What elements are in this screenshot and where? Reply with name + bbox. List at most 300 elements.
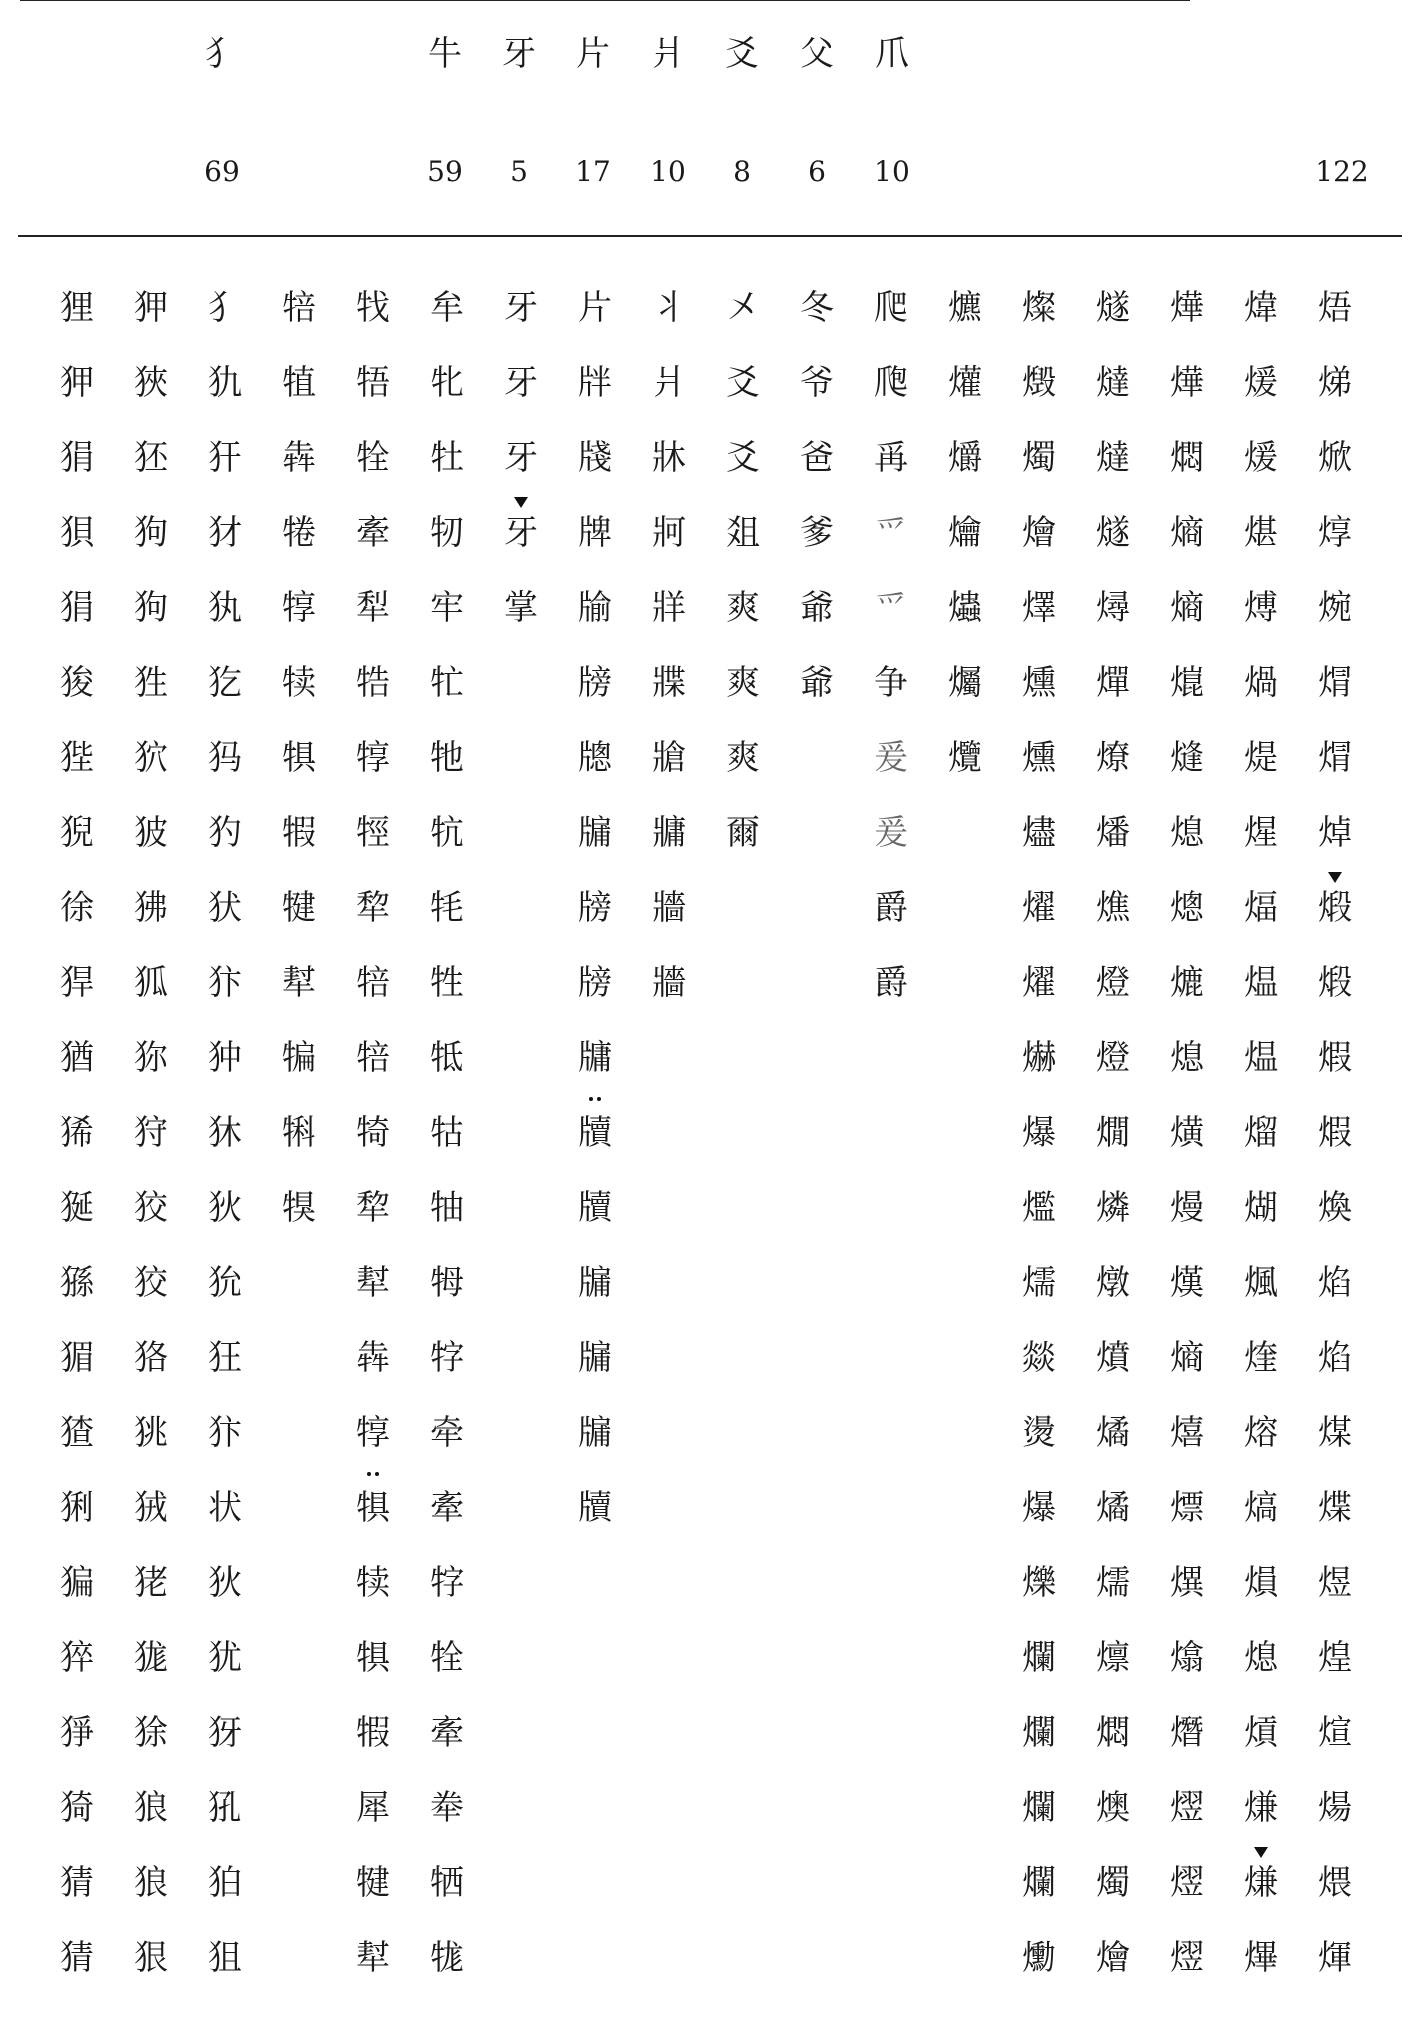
character-entry: 牡 <box>430 438 464 478</box>
character-column <box>1298 282 1372 2007</box>
character-entry: 熄 <box>1170 1038 1204 1078</box>
character-entry: 猙 <box>60 1713 94 1753</box>
character-entry: 片 <box>578 288 612 328</box>
character-entry: 焞 <box>1318 513 1352 553</box>
character-entry: 爯 <box>874 438 908 478</box>
character-entry: 牿 <box>356 663 390 703</box>
character-entry: 狩 <box>134 1113 168 1153</box>
character-entry: 犹 <box>208 1638 242 1678</box>
character-entry: 爛 <box>1022 1713 1056 1753</box>
character-entry: 燴 <box>1096 1938 1130 1978</box>
character-entry: 煌 <box>1318 1638 1352 1678</box>
character-entry: 牢 <box>430 588 464 628</box>
character-entry: 㐅 <box>726 288 760 328</box>
character-entry: 牻 <box>430 1938 464 1978</box>
character-entry: 犿 <box>208 963 242 1003</box>
header-total-count: 122 <box>1315 155 1369 188</box>
character-entry: 爥 <box>948 663 982 703</box>
character-entry: 燵 <box>1096 363 1130 403</box>
character-entry: 煖 <box>1244 438 1278 478</box>
character-entry: 犍 <box>282 888 316 928</box>
character-entry: 爺 <box>800 588 834 628</box>
character-column <box>854 282 928 1032</box>
character-entry: 犈 <box>282 513 316 553</box>
character-entry: 牋 <box>578 438 612 478</box>
character-entry: 焍 <box>1318 363 1352 403</box>
character-column <box>1224 282 1298 2007</box>
character-entry: 牙 <box>504 288 538 328</box>
character-entry: 燸 <box>1022 1263 1056 1303</box>
character-entry: 狌 <box>134 663 168 703</box>
character-entry: 燌 <box>1096 1338 1130 1378</box>
character-entry: 争 <box>874 663 908 703</box>
character-column <box>558 282 632 1557</box>
character-column <box>706 282 780 882</box>
character-entry: 燈 <box>1096 1038 1130 1078</box>
character-entry: 狗 <box>134 588 168 628</box>
character-entry: 猹 <box>60 1413 94 1453</box>
character-entry: 牠 <box>430 738 464 778</box>
character-entry: 燈 <box>1096 963 1130 1003</box>
character-entry: 煿 <box>1244 588 1278 628</box>
character-entry: 犎 <box>356 1263 390 1303</box>
character-entry: 煆 <box>1318 1113 1352 1153</box>
character-entry: 猵 <box>60 1563 94 1603</box>
character-entry: 爟 <box>948 363 982 403</box>
character-entry: 牦 <box>430 888 464 928</box>
character-entry: 熜 <box>1170 888 1204 928</box>
character-entry: 冬 <box>800 288 834 328</box>
character-entry: 犴 <box>208 438 242 478</box>
character-entry: 牷 <box>430 1638 464 1678</box>
character-entry: 煆 <box>1318 1038 1352 1078</box>
character-entry: 掌 <box>504 588 538 628</box>
character-entry: 燁 <box>1170 288 1204 328</box>
character-entry: 燭 <box>1022 438 1056 478</box>
character-entry: 牷 <box>356 438 390 478</box>
character-entry: 牌 <box>578 513 612 553</box>
character-entry: 熢 <box>1170 738 1204 778</box>
character-entry: 燻 <box>1022 663 1056 703</box>
character-entry: 爵 <box>874 888 908 928</box>
header-radical: 片 <box>576 34 610 74</box>
character-entry: 爛 <box>1022 1863 1056 1903</box>
character-entry: 爦 <box>948 738 982 778</box>
character-entry: 煒 <box>1244 288 1278 328</box>
character-column <box>928 282 1002 807</box>
character-entry: 爼 <box>726 513 760 553</box>
character-entry: 犱 <box>208 588 242 628</box>
character-entry: 爷 <box>800 363 834 403</box>
character-entry: 爁 <box>1022 1188 1056 1228</box>
character-entry: 牼 <box>356 813 390 853</box>
character-entry: 爬 <box>874 288 908 328</box>
character-entry: 牖 <box>578 813 612 853</box>
character-entry: 牤 <box>430 663 464 703</box>
character-entry: 牽 <box>356 513 390 553</box>
character-column <box>780 282 854 732</box>
character-entry: 犃 <box>282 288 316 328</box>
character-entry: 爽 <box>726 738 760 778</box>
character-entry: 牃 <box>652 663 686 703</box>
character-entry: 熘 <box>1244 1113 1278 1153</box>
character-entry: 状 <box>208 1488 242 1528</box>
header-count: 6 <box>808 155 826 188</box>
character-column <box>188 282 262 2007</box>
character-entry: 猊 <box>60 813 94 853</box>
character-entry: 牅 <box>652 813 686 853</box>
character-entry: 熛 <box>1170 1488 1204 1528</box>
character-entry: 牕 <box>578 738 612 778</box>
character-entry: 焰 <box>1318 1263 1352 1303</box>
character-entry: 狗 <box>134 513 168 553</box>
character-entry: 燻 <box>1022 738 1056 778</box>
character-entry: 熤 <box>1170 1863 1204 1903</box>
character-entry: 犾 <box>208 888 242 928</box>
character-entry: 牏 <box>578 588 612 628</box>
character-entry: 犂 <box>356 1188 390 1228</box>
header-count: 10 <box>650 155 686 188</box>
header-count: 59 <box>427 155 463 188</box>
character-entry: 熄 <box>1170 813 1204 853</box>
character-entry: 燖 <box>1096 588 1130 628</box>
character-entry: 牨 <box>430 813 464 853</box>
header-count: 17 <box>575 155 611 188</box>
character-entry: 猗 <box>60 1788 94 1828</box>
character-entry: 猻 <box>60 1263 94 1303</box>
header-radical: 父 <box>800 34 834 74</box>
character-entry: 牵 <box>430 1413 464 1453</box>
character-entry: 狣 <box>134 1413 168 1453</box>
character-entry: 牄 <box>652 738 686 778</box>
character-column <box>632 282 706 1032</box>
character-entry: 犰 <box>208 363 242 403</box>
character-entry: 煈 <box>1244 1263 1278 1303</box>
character-entry: 焐 <box>1318 288 1352 328</box>
character-entry: 狄 <box>208 1563 242 1603</box>
character-entry: 犋 <box>282 738 316 778</box>
character-entry: 煊 <box>1318 1713 1352 1753</box>
character-entry: 焨 <box>1318 663 1352 703</box>
character-entry: 狳 <box>134 1713 168 1753</box>
character-entry: 狖 <box>134 738 168 778</box>
character-column <box>484 282 558 657</box>
character-entry: 犵 <box>208 663 242 703</box>
character-entry: 煃 <box>1244 1338 1278 1378</box>
character-entry: 犁 <box>356 588 390 628</box>
character-entry: 熝 <box>1170 963 1204 1003</box>
character-entry: 燷 <box>1096 1638 1130 1678</box>
character-entry: 犉 <box>356 738 390 778</box>
character-entry: 狫 <box>134 1563 168 1603</box>
character-entry: 狸 <box>60 288 94 328</box>
character-entry: 燉 <box>1096 1263 1130 1303</box>
character-entry: 犎 <box>282 963 316 1003</box>
character-entry: 牶 <box>430 1788 464 1828</box>
character-entry: 熻 <box>1170 1638 1204 1678</box>
character-entry: 爻 <box>726 363 760 403</box>
character-entry: 熄 <box>1244 1638 1278 1678</box>
character-entry: 猜 <box>60 1863 94 1903</box>
character-entry: 犸 <box>208 738 242 778</box>
character-entry: 燔 <box>1096 813 1130 853</box>
character-entry: 熤 <box>1170 1788 1204 1828</box>
character-entry: 燜 <box>1170 438 1204 478</box>
character-entry: 爰 <box>874 813 908 853</box>
character-column <box>40 282 114 2007</box>
character-entry: 狨 <box>134 1488 168 1528</box>
character-column <box>336 282 410 2007</box>
character-entry: 狓 <box>134 813 168 853</box>
character-entry: 熉 <box>1244 1563 1278 1603</box>
character-entry: 煥 <box>1318 1188 1352 1228</box>
character-entry: 焯 <box>1318 813 1352 853</box>
character-entry: 熿 <box>1170 1113 1204 1153</box>
character-entry: 爸 <box>800 438 834 478</box>
character-entry: 牘 <box>558 1107 632 1182</box>
character-entry: 爋 <box>1022 1938 1056 1978</box>
header-radical: 爻 <box>725 34 759 74</box>
character-entry: 熑 <box>1224 1857 1298 1932</box>
character-entry: 犳 <box>208 813 242 853</box>
character-entry: 煅 <box>1298 882 1372 957</box>
character-entry: 猝 <box>60 1638 94 1678</box>
character-entry: 牾 <box>356 363 390 403</box>
character-entry: 燴 <box>1022 513 1056 553</box>
character-entry: 燚 <box>1022 1338 1056 1378</box>
character-entry: 犲 <box>208 513 242 553</box>
character-entry: 燁 <box>1170 363 1204 403</box>
character-entry: 犑 <box>282 1188 316 1228</box>
character-entry: 犭 <box>208 288 242 328</box>
character-entry: 犋 <box>336 1482 410 1557</box>
character-entry: 焥 <box>1318 588 1352 628</box>
character-entry: 燎 <box>1096 738 1130 778</box>
character-entry: 牓 <box>578 963 612 1003</box>
character-entry: 爛 <box>1022 1788 1056 1828</box>
character-entry: 牳 <box>430 1263 464 1303</box>
character-entry: 牂 <box>652 588 686 628</box>
character-entry: 煜 <box>1318 1563 1352 1603</box>
character-entry: 牖 <box>578 1263 612 1303</box>
character-entry: 燭 <box>1096 1863 1130 1903</box>
character-entry: 牣 <box>430 513 464 553</box>
character-entry: 犼 <box>208 1788 242 1828</box>
character-entry: 燙 <box>1022 1413 1056 1453</box>
character-entry: 犍 <box>356 1863 390 1903</box>
character-entry: 煁 <box>1244 513 1278 553</box>
character-entry: 爫 <box>874 513 908 553</box>
character-entry: 熔 <box>1244 1413 1278 1453</box>
character-entry: 犊 <box>282 663 316 703</box>
header-radical: 牙 <box>502 34 536 74</box>
character-entry: 狇 <box>208 1113 242 1153</box>
character-entry: 焨 <box>1318 738 1352 778</box>
character-entry: 狡 <box>134 1263 168 1303</box>
character-entry: 犿 <box>208 1413 242 1453</box>
character-entry: 燗 <box>1096 1113 1130 1153</box>
character-entry: 熵 <box>1170 588 1204 628</box>
character-entry: 牗 <box>578 1038 612 1078</box>
character-entry: 牓 <box>578 663 612 703</box>
character-entry: 牙 <box>504 438 538 478</box>
character-entry: 爚 <box>948 513 982 553</box>
character-entry: 狷 <box>60 438 94 478</box>
character-entry: 燜 <box>1096 1713 1130 1753</box>
character-entry: 牙 <box>484 507 558 582</box>
character-entry: 牺 <box>430 1863 464 1903</box>
character-entry: 爝 <box>948 438 982 478</box>
character-entry: 煏 <box>1244 888 1278 928</box>
character-entry: 燿 <box>1022 963 1056 1003</box>
character-entry: 丬 <box>652 288 686 328</box>
header-divider <box>18 235 1402 237</box>
character-entry: 熤 <box>1170 1938 1204 1978</box>
character-entry: 燧 <box>1096 513 1130 553</box>
character-entry: 狎 <box>60 363 94 403</box>
header-count: 69 <box>204 155 240 188</box>
character-entry: 煋 <box>1244 813 1278 853</box>
character-entry: 狿 <box>60 1188 94 1228</box>
character-entry: 燸 <box>1096 1563 1130 1603</box>
character-entry: 煖 <box>1244 363 1278 403</box>
character-entry: 燬 <box>1022 363 1056 403</box>
character-entry: 犽 <box>208 1713 242 1753</box>
character-entry: 犇 <box>282 438 316 478</box>
character-entry: 燼 <box>1022 813 1056 853</box>
character-entry: 爫 <box>874 588 908 628</box>
character-entry: 爻 <box>726 438 760 478</box>
character-entry: 爰 <box>874 738 908 778</box>
header-radical: 爿 <box>651 34 685 74</box>
character-entry: 狄 <box>208 1188 242 1228</box>
character-entry: 猁 <box>60 1488 94 1528</box>
character-entry: 煨 <box>1318 1863 1352 1903</box>
character-entry: 狂 <box>208 1338 242 1378</box>
character-entry: 狶 <box>60 1113 94 1153</box>
character-entry: 牘 <box>578 1188 612 1228</box>
character-entry: 牝 <box>430 363 464 403</box>
character-entry: 熵 <box>1170 513 1204 553</box>
character-entry: 犃 <box>356 1038 390 1078</box>
character-entry: 熳 <box>1170 1188 1204 1228</box>
character-entry: 狻 <box>60 663 94 703</box>
character-entry: 爞 <box>948 588 982 628</box>
character-column <box>1150 282 1224 2007</box>
character-entry: 爀 <box>1022 1038 1056 1078</box>
character-entry: 牯 <box>430 1113 464 1153</box>
character-entry: 牟 <box>430 288 464 328</box>
character-entry: 犏 <box>282 1038 316 1078</box>
character-entry: 狴 <box>60 738 94 778</box>
character-entry: 犐 <box>282 1113 316 1153</box>
character-entry: 狐 <box>134 963 168 1003</box>
character-entry: 犇 <box>356 1338 390 1378</box>
character-entry: 煴 <box>1244 1038 1278 1078</box>
character-entry: 燦 <box>1022 288 1056 328</box>
character-entry: 牲 <box>430 963 464 1003</box>
header-radical: 犭 <box>205 34 239 74</box>
character-column <box>410 282 484 2007</box>
character-entry: 爊 <box>948 288 982 328</box>
character-entry: 牖 <box>578 1413 612 1453</box>
character-entry: 焮 <box>1318 438 1352 478</box>
character-entry: 狷 <box>60 588 94 628</box>
character-entry: 犉 <box>282 588 316 628</box>
character-entry: 牸 <box>430 1563 464 1603</box>
character-entry: 牉 <box>578 363 612 403</box>
character-column <box>1002 282 1076 2007</box>
character-entry: 牘 <box>578 1488 612 1528</box>
character-entry: 爹 <box>800 513 834 553</box>
character-entry: 猂 <box>60 963 94 1003</box>
character-entry: 狁 <box>208 1263 242 1303</box>
header-count: 5 <box>510 155 528 188</box>
character-entry: 煴 <box>1244 963 1278 1003</box>
character-column <box>1076 282 1150 2007</box>
character-entry: 爛 <box>1022 1638 1056 1678</box>
character-entry: 狼 <box>134 1788 168 1828</box>
character-entry: 熇 <box>1244 1488 1278 1528</box>
character-entry: 牙 <box>504 363 538 403</box>
character-entry: 犋 <box>356 1638 390 1678</box>
character-entry: 牆 <box>652 888 686 928</box>
character-entry: 牴 <box>430 1038 464 1078</box>
character-entry: 狡 <box>134 1188 168 1228</box>
character-entry: 煇 <box>1318 1938 1352 1978</box>
character-entry: 犊 <box>356 1563 390 1603</box>
character-entry: 煱 <box>1244 663 1278 703</box>
character-entry: 牽 <box>430 1488 464 1528</box>
character-entry: 狢 <box>134 1338 168 1378</box>
character-entry: 猶 <box>60 1038 94 1078</box>
character-entry: 煳 <box>1244 1188 1278 1228</box>
character-column <box>114 282 188 2007</box>
character-entry: 煅 <box>1318 963 1352 1003</box>
character-entry: 犄 <box>356 1113 390 1153</box>
character-entry: 狝 <box>134 1038 168 1078</box>
header-radical: 牛 <box>428 34 462 74</box>
character-entry: 熺 <box>1170 1413 1204 1453</box>
character-entry: 牀 <box>652 438 686 478</box>
character-entry: 狛 <box>208 1863 242 1903</box>
header-radical: 爪 <box>875 34 909 74</box>
character-entry: 熕 <box>1244 1713 1278 1753</box>
character-entry: 爽 <box>726 588 760 628</box>
character-entry: 爮 <box>874 363 908 403</box>
character-entry: 燋 <box>1096 888 1130 928</box>
character-entry: 爆 <box>1022 1488 1056 1528</box>
header-count: 8 <box>733 155 751 188</box>
character-entry: 牖 <box>578 1338 612 1378</box>
character-entry: 焰 <box>1318 1338 1352 1378</box>
character-entry: 爿 <box>652 363 686 403</box>
character-entry: 燐 <box>1096 1188 1130 1228</box>
character-entry: 燏 <box>1096 1413 1130 1453</box>
character-entry: 牆 <box>652 963 686 1003</box>
character-entry: 狆 <box>208 1038 242 1078</box>
character-entry: 煬 <box>1318 1788 1352 1828</box>
character-entry: 燵 <box>1096 438 1130 478</box>
character-entry: 爺 <box>800 663 834 703</box>
character-entry: 犂 <box>356 888 390 928</box>
character-entry: 牸 <box>430 1338 464 1378</box>
character-entry: 狙 <box>208 1938 242 1978</box>
top-rule <box>20 0 1190 1</box>
character-entry: 煶 <box>1244 738 1278 778</box>
character-entry: 狒 <box>134 888 168 928</box>
character-entry: 狼 <box>134 1863 168 1903</box>
